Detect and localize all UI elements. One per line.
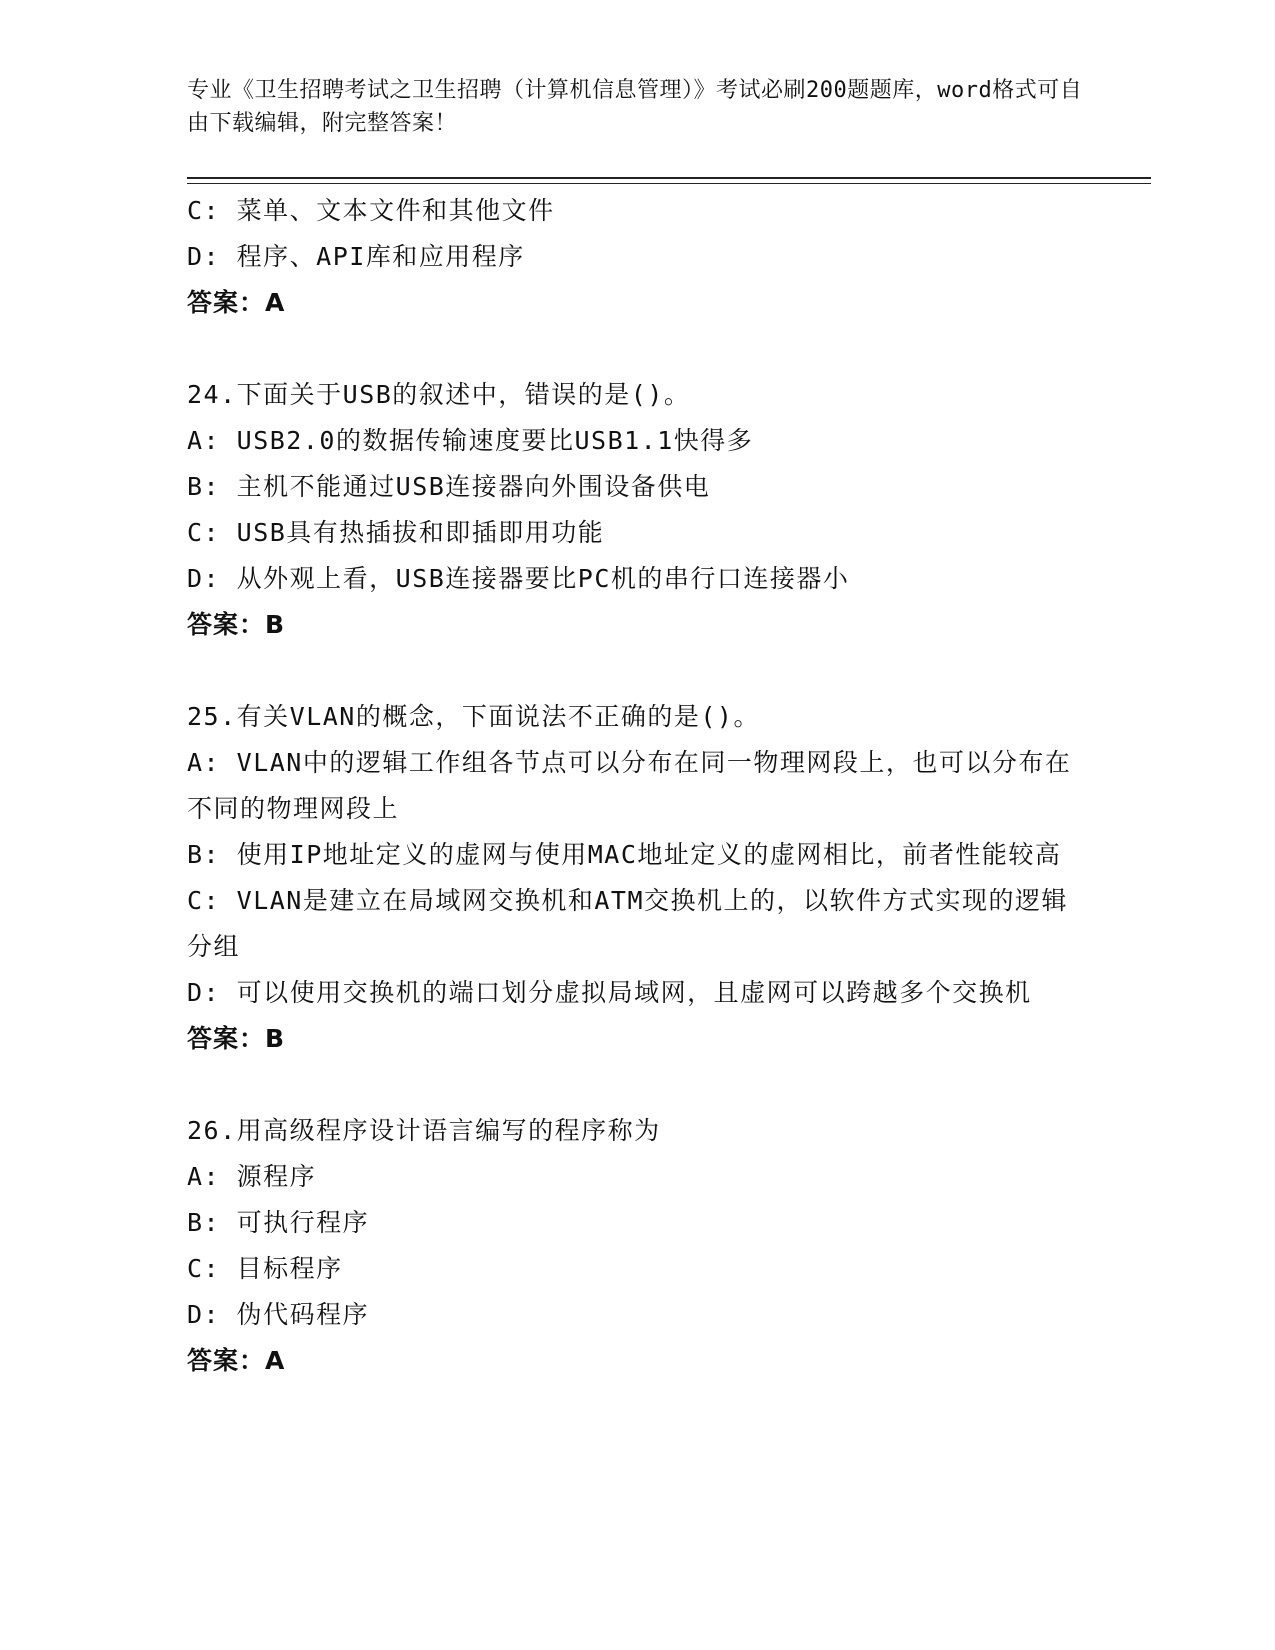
answer-line: 答案：A [187, 1346, 286, 1375]
header-rule-thick [187, 177, 1151, 179]
spacer [187, 648, 1087, 694]
option-b: B: 主机不能通过USB连接器向外围设备供电 [187, 472, 711, 501]
option-c: C: VLAN是建立在局域网交换机和ATM交换机上的，以软件方式实现的逻辑分组 [187, 886, 1069, 961]
option-d: D: 可以使用交换机的端口划分虚拟局域网，且虚网可以跨越多个交换机 [187, 978, 1032, 1007]
option-c: C: USB具有热插拔和即插即用功能 [187, 518, 605, 547]
question-24 [187, 372, 1087, 648]
option-d: D: 从外观上看，USB连接器要比PC机的串行口连接器小 [187, 564, 850, 593]
option-c: C: 目标程序 [187, 1254, 343, 1283]
spacer [187, 1062, 1087, 1108]
document-header: 专业《卫生招聘考试之卫生招聘（计算机信息管理）》考试必刷200题题库，word格式可自由下载编辑，附完整答案！ [187, 78, 1083, 136]
question-25 [187, 694, 1087, 1062]
question-stem: 24.下面关于USB的叙述中，错误的是()。 [187, 380, 691, 409]
question-fragment [187, 188, 1087, 326]
option-d: D: 程序、API库和应用程序 [187, 242, 525, 271]
question-stem: 25.有关VLAN的概念，下面说法不正确的是()。 [187, 702, 760, 731]
answer-line: 答案：A [187, 288, 286, 317]
option-b: B: 可执行程序 [187, 1208, 370, 1237]
answer-line: 答案：B [187, 1024, 286, 1053]
question-stem: 26.用高级程序设计语言编写的程序称为 [187, 1116, 661, 1145]
header-rule-thin [187, 183, 1151, 184]
option-d: D: 伪代码程序 [187, 1300, 370, 1329]
option-a: A: VLAN中的逻辑工作组各节点可以分布在同一物理网段上，也可以分布在不同的物理网段上 [187, 748, 1072, 823]
spacer [187, 326, 1087, 372]
option-a: A: USB2.0的数据传输速度要比USB1.1快得多 [187, 426, 754, 455]
question-26 [187, 1108, 1087, 1384]
answer-line: 答案：B [187, 610, 286, 639]
option-a: A: 源程序 [187, 1162, 317, 1191]
question-content [187, 188, 1087, 1384]
option-b: B: 使用IP地址定义的虚网与使用MAC地址定义的虚网相比，前者性能较高 [187, 840, 1062, 869]
option-c: C: 菜单、文本文件和其他文件 [187, 196, 555, 225]
